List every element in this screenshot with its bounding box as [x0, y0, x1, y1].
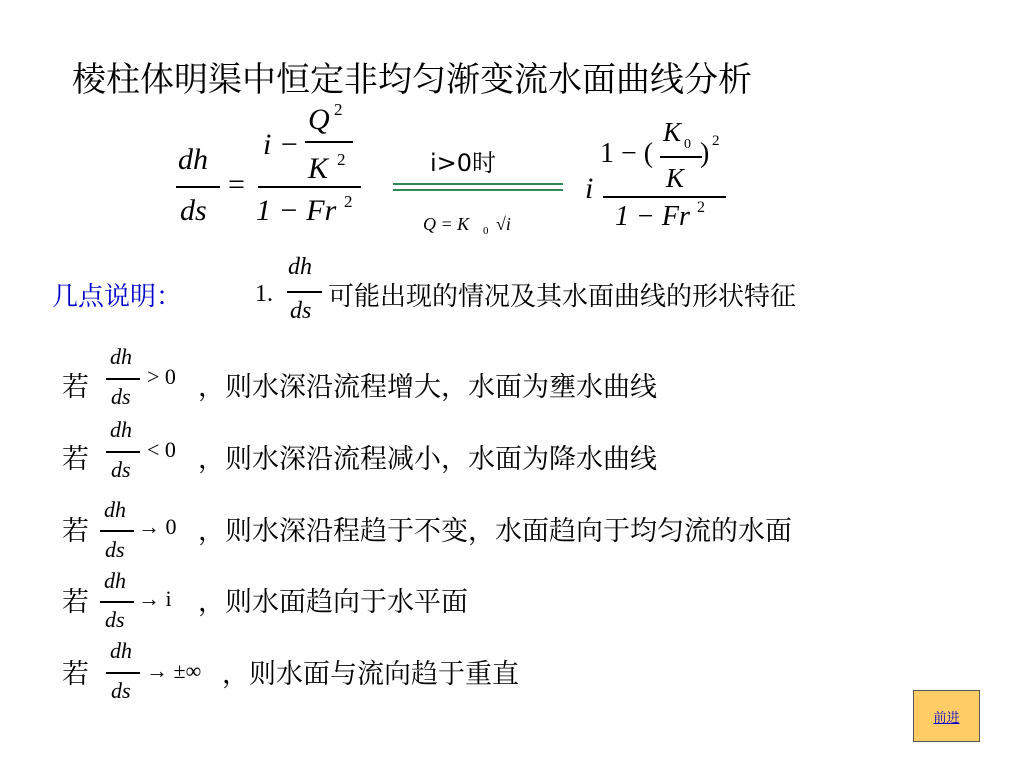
inner-Q-exponent: 2: [334, 100, 343, 119]
equivalence-double-line: [393, 183, 563, 191]
row-frac-bar: [106, 378, 140, 380]
row-condition: → ±∞: [146, 658, 202, 683]
notes-item-number: 1.: [255, 281, 273, 307]
rhs-denominator: 1 − Fr: [615, 201, 690, 232]
row-condition: → i: [138, 586, 172, 611]
row-frac-den: ds: [111, 678, 131, 703]
rhs-i: i: [585, 172, 594, 205]
page-title: 棱柱体明渠中恒定非均匀渐变流水面曲线分析: [72, 60, 752, 100]
row-frac-num: dh: [104, 568, 126, 593]
row-frac-den: ds: [111, 457, 131, 482]
row-frac-bar: [100, 530, 134, 532]
rhs-fraction-bar: [603, 196, 726, 198]
row-condition: < 0: [147, 437, 176, 462]
row-frac-num: dh: [110, 344, 132, 369]
row-text: ，则水面趋向于水平面: [198, 587, 468, 618]
row-prefix: 若: [62, 587, 89, 618]
row-prefix: 若: [62, 444, 89, 475]
row-frac-den: ds: [105, 537, 125, 562]
big-fraction-bar: [258, 186, 361, 188]
row-frac-bar: [106, 451, 140, 453]
rhs-close-paren: ): [700, 138, 710, 169]
notes-label: 几点说明：: [52, 282, 183, 312]
next-button-label: 前进: [933, 710, 960, 726]
row-frac-bar: [106, 672, 140, 674]
inner-K-exponent: 2: [337, 150, 346, 169]
notes-item-text: 可能出现的情况及其水面曲线的形状特征: [328, 282, 797, 312]
condition-K-subscript: 0: [483, 225, 489, 237]
notes-frac-denominator: ds: [290, 298, 312, 324]
inner-Q: Q: [308, 103, 330, 136]
row-condition: > 0: [147, 364, 176, 389]
row-frac-num: dh: [110, 638, 132, 663]
rhs-exponent: 2: [712, 133, 720, 149]
rhs-K0: K: [663, 117, 682, 147]
row-prefix: 若: [62, 516, 89, 547]
rhs-small-bar: [660, 156, 702, 158]
row-prefix: 若: [62, 372, 89, 403]
row-frac-den: ds: [105, 607, 125, 632]
rhs-den-exponent: 2: [697, 199, 705, 216]
rhs-one-minus: 1 − (: [600, 138, 654, 169]
row-frac-den: ds: [111, 384, 131, 409]
lhs-numerator: dh: [178, 143, 208, 176]
rhs-K: K: [666, 163, 685, 193]
lhs-denominator: ds: [180, 194, 207, 227]
row-prefix: 若: [62, 659, 89, 690]
row-text: ，则水深沿流程减小，水面为降水曲线: [198, 444, 657, 475]
condition-sqrt-i: √i: [496, 214, 511, 234]
inner-den-exponent: 2: [344, 192, 353, 211]
inner-denominator: 1 − Fr: [256, 194, 337, 227]
condition-label: i>0时: [430, 149, 497, 177]
next-button[interactable]: [913, 690, 980, 742]
inner-small-bar: [305, 141, 353, 143]
row-text: ，则水深沿程趋于不变，水面趋向于均匀流的水面: [198, 516, 792, 547]
inner-i-minus: i −: [263, 128, 300, 161]
row-condition: → 0: [138, 514, 177, 539]
row-frac-bar: [100, 601, 134, 603]
equals-sign: =: [228, 168, 245, 201]
condition-Q-eq-K: Q = K: [423, 214, 470, 234]
row-text: ，则水面与流向趋于重直: [222, 659, 519, 690]
row-frac-num: dh: [104, 497, 126, 522]
inner-K: K: [308, 152, 329, 185]
notes-frac-bar: [287, 291, 322, 293]
rhs-K0-subscript: 0: [684, 137, 691, 152]
row-text: ，则水深沿流程增大，水面为壅水曲线: [198, 372, 657, 403]
lhs-fraction-bar: [176, 186, 220, 188]
row-frac-num: dh: [110, 417, 132, 442]
notes-frac-numerator: dh: [288, 254, 312, 280]
